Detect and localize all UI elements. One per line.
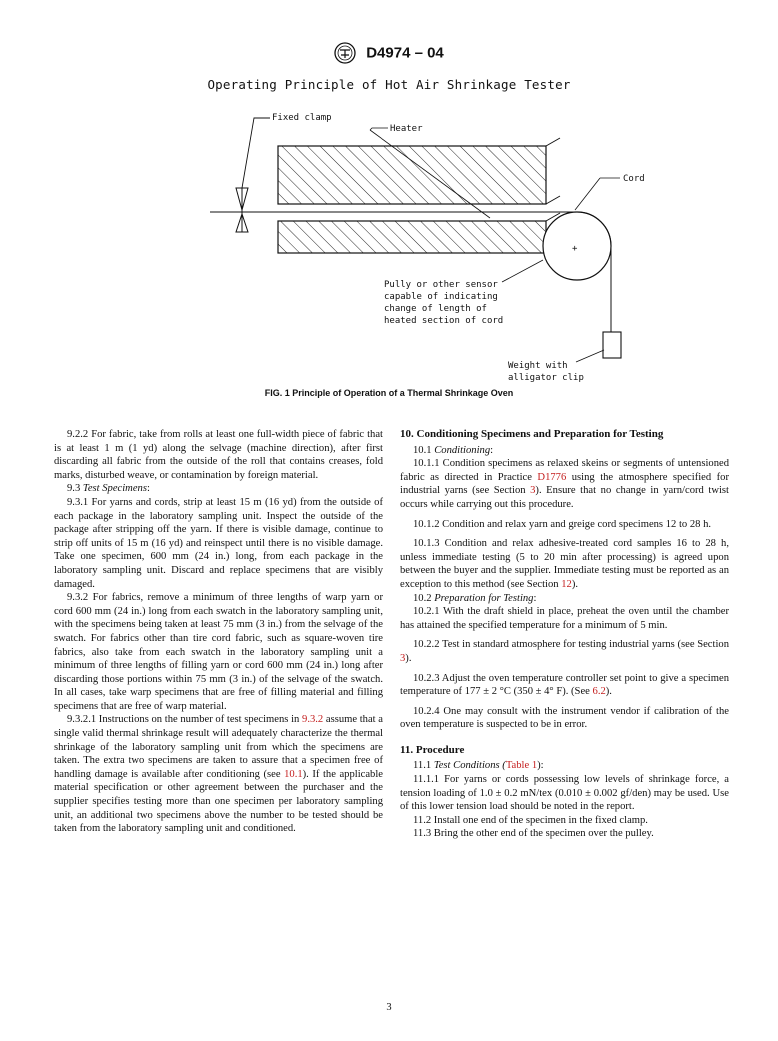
- text: ). Ensure that no change in yarn/cord twist occurs while carrying out this procedure.: [400, 485, 729, 510]
- label-pully-line3: change of length of: [384, 304, 487, 314]
- text: ).: [405, 652, 412, 664]
- page-header: [0, 42, 778, 64]
- subsection-title: Conditioning: [434, 444, 491, 456]
- para-10-2-1: 10.2.1 With the draft shield in place, preheat the oven until the chamber has attained the specified temperature for a minimum of 5 min.: [400, 606, 729, 631]
- text: 10.2.3 Adjust the oven temperature controller set point to give a specimen temperature of 177 ± 2 °C (350 ± 4° F). (See: [400, 672, 729, 698]
- para-11-1: [400, 759, 729, 773]
- para-10-1-1: [400, 457, 729, 511]
- para-10-1-3: [400, 537, 729, 591]
- punctuation: :: [146, 483, 150, 495]
- weight: [603, 332, 621, 358]
- right-column: [400, 428, 729, 841]
- text: 9.3.2.1 Instructions on the number of test specimens in: [67, 714, 303, 726]
- para-10-2: 10.2 Preparation for Testing:: [413, 592, 537, 604]
- section-11-heading: 11. Procedure: [400, 743, 465, 756]
- label-pully-line4: heated section of cord: [384, 316, 504, 326]
- link-6-2[interactable]: 6.2: [592, 686, 606, 698]
- label-cord: Cord: [623, 174, 645, 184]
- left-column: [54, 428, 383, 836]
- para-10-1-2: 10.1.2 Condition and relax yarn and greige cord specimens 12 to 28 h.: [413, 518, 712, 530]
- link-table-1[interactable]: Table 1: [505, 760, 538, 772]
- label-heater: Heater: [390, 124, 423, 134]
- para-11-3: 11.3 Bring the other end of the specimen over the pulley.: [413, 828, 654, 840]
- link-section-3[interactable]: 3: [400, 652, 406, 664]
- text: 10.1.1 Condition specimens as relaxed skeins or segments of untensioned fabric as directed in Practice: [400, 458, 729, 483]
- section-10-heading: 10. Conditioning Specimens and Preparation for Testing: [400, 428, 664, 440]
- text: ).: [605, 686, 612, 698]
- para-10-1: 10.1 Conditioning:: [413, 444, 494, 456]
- para-10-2-3: [400, 672, 729, 699]
- link-9-3-2[interactable]: 9.3.2: [302, 714, 324, 726]
- label-weight-line1: Weight with: [508, 361, 568, 371]
- astm-logo-icon: [334, 42, 356, 64]
- shrinkage-tester-diagram: [180, 70, 645, 390]
- link-d1776[interactable]: D1776: [537, 471, 567, 483]
- text: using the atmosphere specified for industrial yarns (see Section: [400, 471, 729, 497]
- heater-upper-block: [278, 146, 546, 204]
- subsection-title: Preparation for Testing: [434, 592, 534, 604]
- pulley-center-mark: +: [572, 244, 578, 254]
- para-11-1-1: 11.1.1 For yarns or cords possessing low levels of shrinkage force, a tension loading of 1.0 ± 0.2 mN/tex (0.010 ± 0.002 gf/den) may be used. Use of this lower tension load should be noted in the report.: [400, 774, 729, 813]
- fixed-clamp: [236, 118, 270, 232]
- para-9-3-2: 9.3.2 For fabrics, remove a minimum of three lengths of warp yarn or cord 600 mm (24 in.) long from each swatch in the laboratory sampling unit, with the specimens being taken at least 75 mm (3 in.) from the selvage of the swatch. For fabrics other than tire cord fabric, such as square-woven tire fabrics, also take from each swatch in the laboratory sampling unit a minimum of three lengths of filling yarn or cord 600 mm (24 in.) long after discarding those portions within 75 mm (3 in.) of the selvage of the swatch. In all cases, take warp specimens that are free of filling material and filling specimens that are free of warp material.: [54, 592, 383, 712]
- link-10-1[interactable]: 10.1: [284, 768, 303, 780]
- para-9-3-1: 9.3.1 For yarns and cords, strip at least 15 m (16 yd) from the outside of each package in the laboratory sampling unit. Inspect the outside of the package after stripping off the yarn. If there is visible damage, continue to strip off units of 15 m (16 yd) and reinspect until there is no visible damage. Take one specimen, 600 mm (24 in.) long, from each package in the laboratory sampling unit. Discard and replace specimens that are visibly damaged.: [54, 496, 383, 590]
- punctuation: ):: [537, 760, 544, 772]
- label-pully-line1: Pully or other sensor: [384, 280, 498, 290]
- text: assume that a single valid thermal shrinkage result will adequately characterize the thermal shrinkage of the laboratory sampling unit from which the specimens are taken. The extra two specimens are taken to assure that a specimen free of handling damage is available after conditioning (see: [54, 714, 383, 780]
- para-10-2-4: 10.2.4 One may consult with the instrument vendor if calibration of the oven temperature is suspected to be in error.: [400, 705, 729, 731]
- subsection-title: Test Conditions (: [433, 760, 506, 772]
- page-number: 3: [386, 1002, 392, 1013]
- subsection-title: Test Specimens: [82, 483, 147, 495]
- link-section-3[interactable]: 3: [530, 485, 536, 497]
- para-11-2: 11.2 Install one end of the specimen in the fixed clamp.: [413, 814, 648, 826]
- text: ).: [571, 578, 579, 590]
- para-9-3: [54, 482, 383, 496]
- para-9-3-2-1: [54, 713, 383, 835]
- label-pully-line2: capable of indicating: [384, 292, 498, 302]
- document-id: D4974 – 04: [366, 44, 444, 62]
- para-number: 10.1: [413, 444, 432, 456]
- para-number: 10.2: [413, 592, 432, 604]
- label-weight-line2: alligator clip: [508, 373, 584, 383]
- label-fixed-clamp: Fixed clamp: [272, 113, 332, 123]
- para-number: 9.3: [67, 483, 81, 495]
- para-number: 11.1: [413, 760, 432, 772]
- figure-title: Operating Principle of Hot Air Shrinkage Tester: [207, 77, 571, 92]
- figure-caption: FIG. 1 Principle of Operation of a Thermal Shrinkage Oven: [264, 388, 514, 398]
- link-section-12[interactable]: 12: [561, 578, 572, 590]
- text: ). If the applicable material specification or other agreement between the purchaser and the supplier specifies testing more than one specimen per laboratory sampling unit, an additional two specimens above the number to be tested should be taken from the laboratory sampling unit and conditioned.: [54, 768, 383, 835]
- para-10-2-2: [400, 638, 729, 665]
- heater-lower-block: [278, 221, 546, 253]
- text: 10.2.2 Test in standard atmosphere for testing industrial yarns (see Section: [413, 639, 729, 651]
- para-9-2-2: 9.2.2 For fabric, take from rolls at least one full-width piece of fabric that is at least 1 m (1 yd) along the selvage (machine direction), after first discarding all fabric from the outside of the roll that contains creases, fold marks, disturbed weave, or contamination by foreign material.: [54, 429, 383, 481]
- text: 10.1.3 Condition and relax adhesive-treated cord samples 16 to 28 h, unless immediate testing (5 to 20 min after processing) is agreed upon between the buyer and the supplier. Immediate testing must be reported as an exception to this method (see Section: [400, 538, 729, 590]
